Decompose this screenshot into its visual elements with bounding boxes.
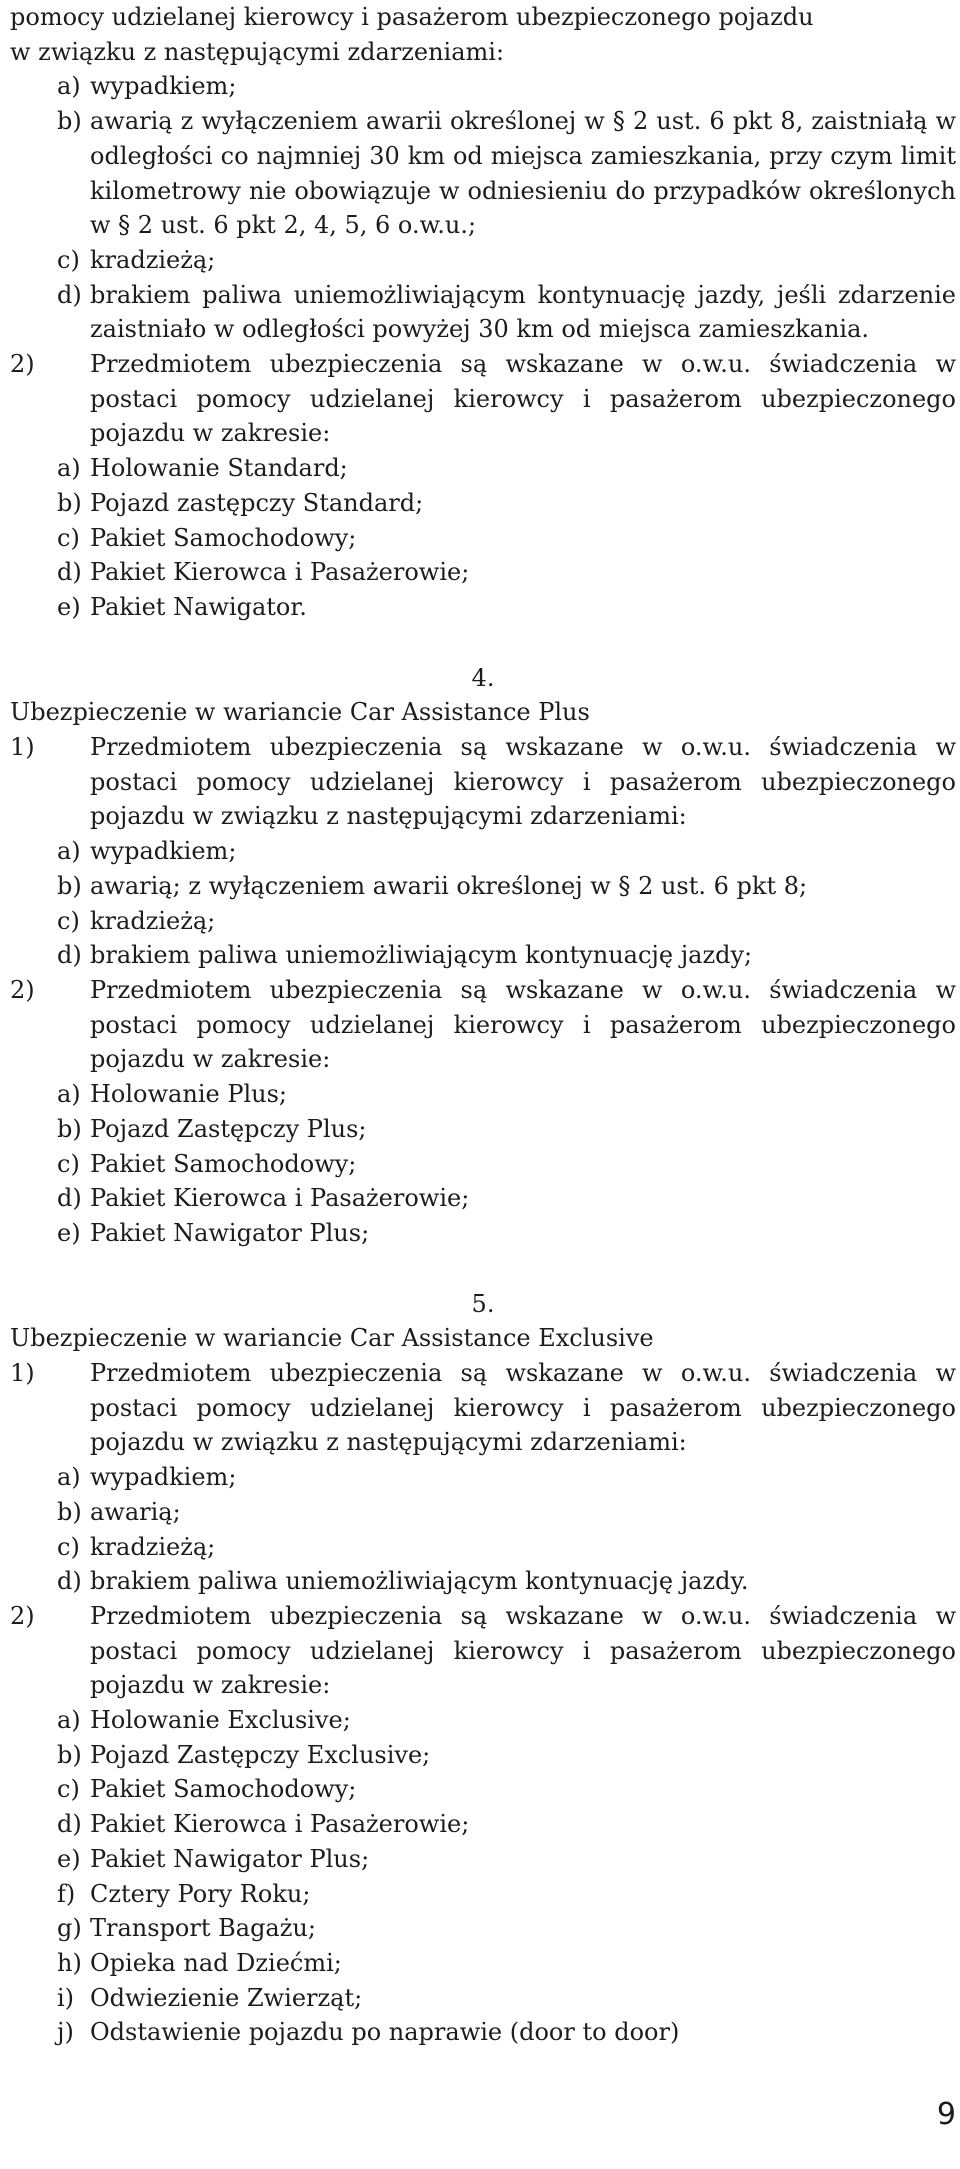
list-item-text: wypadkiem; bbox=[90, 837, 237, 866]
list-marker: e) bbox=[57, 592, 81, 621]
list-item-text: Pakiet Nawigator Plus; bbox=[90, 1844, 370, 1873]
item-text: Przedmiotem ubezpieczenia są wskazane w o.w.u. świadczenia w postaci pomocy udzielanej kierowcy i pasażerom ubezpieczonego pojazdu w związku z następującymi zdarzeniami: bbox=[90, 733, 956, 831]
list-item bbox=[10, 1216, 956, 1251]
numbered-item bbox=[10, 973, 956, 1077]
numbered-item bbox=[10, 1599, 956, 1703]
list-item-text: brakiem paliwa uniemożliwiającym kontynuację jazdy. bbox=[90, 1567, 749, 1596]
list-marker: a) bbox=[57, 1706, 81, 1735]
list-item bbox=[10, 590, 956, 625]
list-marker: a) bbox=[57, 454, 81, 483]
section-number: 5. bbox=[471, 1289, 495, 1318]
list-item-text: Holowanie Plus; bbox=[90, 1080, 288, 1109]
list-item bbox=[10, 1530, 956, 1565]
list-item-text: wypadkiem; bbox=[90, 1463, 237, 1492]
item-marker: 2) bbox=[10, 350, 35, 379]
list-item-text: Holowanie Standard; bbox=[90, 454, 348, 483]
list-item bbox=[10, 1703, 956, 1738]
list-item-text: Pakiet Kierowca i Pasażerowie; bbox=[90, 1810, 470, 1839]
list-item-text: Pojazd Zastępczy Plus; bbox=[90, 1114, 367, 1143]
list-item-text: awarią; z wyłączeniem awarii określonej w § 2 ust. 6 pkt 8; bbox=[90, 871, 808, 900]
list-item-text: awarią; bbox=[90, 1497, 181, 1526]
list-item bbox=[10, 1181, 956, 1216]
list-marker: d) bbox=[57, 1184, 82, 1213]
list-item-text: wypadkiem; bbox=[90, 72, 237, 101]
list-marker: b) bbox=[57, 871, 82, 900]
list-item-text: kradzieżą; bbox=[90, 245, 216, 274]
numbered-item bbox=[10, 730, 956, 834]
list-marker: e) bbox=[57, 1218, 81, 1247]
list-marker: a) bbox=[57, 1080, 81, 1109]
list-marker: c) bbox=[57, 523, 80, 552]
list-marker: c) bbox=[57, 1532, 80, 1561]
item-marker: 2) bbox=[10, 975, 35, 1004]
list-item-text: Pojazd Zastępczy Exclusive; bbox=[90, 1740, 431, 1769]
list-marker: g) bbox=[57, 1914, 82, 1943]
list-item-text: Odstawienie pojazdu po naprawie (door to door) bbox=[90, 2018, 680, 2047]
list-marker: e) bbox=[57, 1844, 81, 1873]
item-text: Przedmiotem ubezpieczenia są wskazane w o.w.u. świadczenia w postaci pomocy udzielanej kierowcy i pasażerom ubezpieczonego pojazdu w zakresie: bbox=[90, 1601, 956, 1700]
list-item-text: kradzieżą; bbox=[90, 1532, 216, 1561]
list-marker: d) bbox=[57, 558, 82, 587]
list-item bbox=[10, 1877, 956, 1912]
list-item bbox=[10, 938, 956, 973]
document-content bbox=[10, 0, 956, 2050]
list-item-text: Holowanie Exclusive; bbox=[90, 1706, 351, 1735]
list-item bbox=[10, 521, 956, 556]
list-item-text: Pakiet Samochodowy; bbox=[90, 1149, 357, 1178]
list-item bbox=[10, 1911, 956, 1946]
list-marker: i) bbox=[57, 1983, 75, 2012]
item-marker: 1) bbox=[10, 733, 35, 762]
list-item bbox=[10, 1495, 956, 1530]
list-item bbox=[10, 1564, 956, 1599]
list-item-text: Transport Bagażu; bbox=[90, 1914, 316, 1943]
section-title: Ubezpieczenie w wariancie Car Assistance Exclusive bbox=[10, 1324, 654, 1353]
page-number: 9 bbox=[936, 2097, 956, 2132]
list-item bbox=[10, 1807, 956, 1842]
list-item-text: Pakiet Kierowca i Pasażerowie; bbox=[90, 1184, 470, 1213]
list-item-text: Pakiet Samochodowy; bbox=[90, 523, 357, 552]
list-item bbox=[10, 1112, 956, 1147]
list-item-text: brakiem paliwa uniemożliwiającym kontynuację jazdy, jeśli zdarzenie zaistniało w odległości powyżej 30 km od miejsca zamieszkania. bbox=[90, 280, 956, 344]
list-item bbox=[10, 834, 956, 869]
continued-paragraph-line-1: pomocy udzielanej kierowcy i pasażerom ubezpieczonego pojazdu bbox=[10, 3, 814, 31]
list-item bbox=[10, 904, 956, 939]
item-marker: 2) bbox=[10, 1601, 35, 1630]
item-marker: 1) bbox=[10, 1359, 35, 1388]
list-item-text: awarią z wyłączeniem awarii określonej w § 2 ust. 6 pkt 8, zaistniałą w odległości co najmniej 30 km od miejsca zamieszkania, przy czym limit kilometrowy nie obowiązuje w odniesieniu do przypadków określonych w § 2 ust. 6 pkt 2, 4, 5, 6 o.w.u.; bbox=[90, 107, 956, 240]
list-marker: d) bbox=[57, 941, 82, 970]
list-item bbox=[10, 1147, 956, 1182]
list-marker: a) bbox=[57, 837, 81, 866]
section-title: Ubezpieczenie w wariancie Car Assistance Plus bbox=[10, 698, 590, 727]
list-item-text: Pakiet Nawigator Plus; bbox=[90, 1218, 370, 1247]
list-marker: j) bbox=[57, 2018, 74, 2047]
list-marker: c) bbox=[57, 1775, 80, 1804]
item-text: Przedmiotem ubezpieczenia są wskazane w o.w.u. świadczenia w postaci pomocy udzielanej kierowcy i pasażerom ubezpieczonego pojazdu w związku z następującymi zdarzeniami: bbox=[90, 1359, 956, 1457]
list-item bbox=[10, 1946, 956, 1981]
list-item bbox=[10, 1077, 956, 1112]
list-marker: b) bbox=[57, 488, 82, 517]
list-item-text: kradzieżą; bbox=[90, 906, 216, 935]
list-item bbox=[10, 104, 956, 243]
list-item-text: Cztery Pory Roku; bbox=[90, 1879, 311, 1908]
list-marker: b) bbox=[57, 1740, 82, 1769]
list-marker: h) bbox=[57, 1948, 82, 1977]
item-text: Przedmiotem ubezpieczenia są wskazane w o.w.u. świadczenia w postaci pomocy udzielanej kierowcy i pasażerom ubezpieczonego pojazdu w zakresie: bbox=[90, 975, 956, 1074]
item-text: Przedmiotem ubezpieczenia są wskazane w o.w.u. świadczenia w postaci pomocy udzielanej kierowcy i pasażerom ubezpieczonego pojazdu w zakresie: bbox=[90, 350, 956, 448]
list-item-text: Odwiezienie Zwierząt; bbox=[90, 1983, 363, 2012]
list-marker: d) bbox=[57, 1567, 82, 1596]
list-marker: c) bbox=[57, 1149, 80, 1178]
list-item-text: Opieka nad Dziećmi; bbox=[90, 1948, 342, 1977]
list-item bbox=[10, 1842, 956, 1877]
list-item bbox=[10, 2015, 956, 2050]
list-marker: b) bbox=[57, 107, 82, 136]
list-item bbox=[10, 278, 956, 347]
numbered-item bbox=[10, 347, 956, 451]
section-number: 4. bbox=[471, 663, 495, 692]
list-marker: c) bbox=[57, 245, 80, 274]
list-item bbox=[10, 555, 956, 590]
list-item bbox=[10, 1738, 956, 1773]
list-marker: a) bbox=[57, 72, 81, 101]
list-marker: d) bbox=[57, 280, 82, 309]
list-marker: a) bbox=[57, 1463, 81, 1492]
numbered-item bbox=[10, 1356, 956, 1460]
list-item bbox=[10, 243, 956, 278]
continued-paragraph-line-2: w związku z następującymi zdarzeniami: bbox=[10, 37, 505, 66]
list-marker: b) bbox=[57, 1114, 82, 1143]
list-item bbox=[10, 486, 956, 521]
list-item bbox=[10, 1981, 956, 2016]
list-marker: b) bbox=[57, 1497, 82, 1526]
list-item-text: Pakiet Nawigator. bbox=[90, 592, 307, 621]
list-item bbox=[10, 1772, 956, 1807]
list-item bbox=[10, 869, 956, 904]
list-marker: f) bbox=[57, 1879, 76, 1908]
list-item-text: Pakiet Kierowca i Pasażerowie; bbox=[90, 558, 470, 587]
list-item-text: brakiem paliwa uniemożliwiającym kontynuację jazdy; bbox=[90, 941, 753, 970]
list-item bbox=[10, 451, 956, 486]
list-marker: d) bbox=[57, 1810, 82, 1839]
list-item-text: Pakiet Samochodowy; bbox=[90, 1775, 357, 1804]
list-item-text: Pojazd zastępczy Standard; bbox=[90, 488, 424, 517]
list-item bbox=[10, 69, 956, 104]
list-item bbox=[10, 1460, 956, 1495]
list-marker: c) bbox=[57, 906, 80, 935]
